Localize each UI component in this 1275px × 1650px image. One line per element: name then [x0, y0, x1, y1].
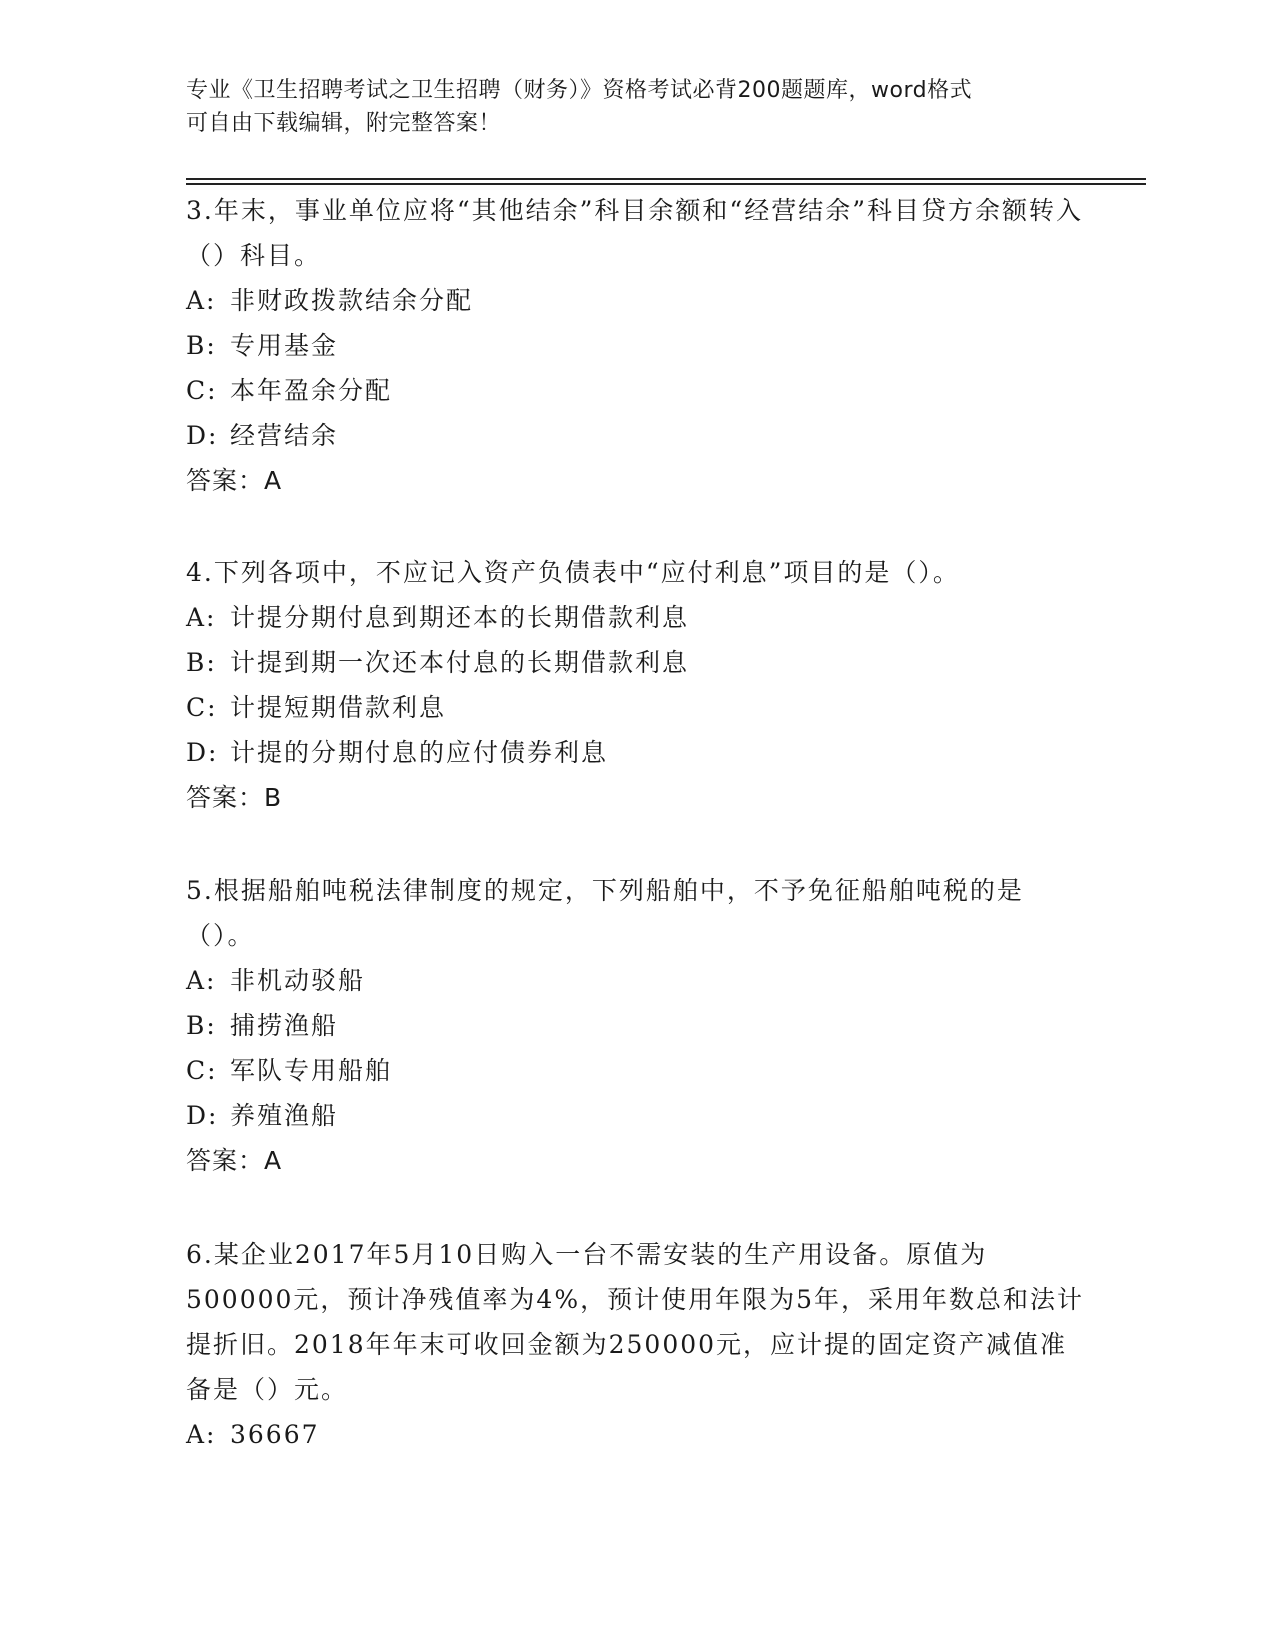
option-text: 36667: [230, 1420, 320, 1449]
option-a: [186, 595, 1086, 640]
option-c: [186, 368, 1086, 413]
header-line-1: 专业《卫生招聘考试之卫生招聘（财务）》资格考试必背200题题库，word格式: [186, 78, 973, 103]
question-text: 5.根据船舶吨税法律制度的规定，下列船舶中，不予免征船舶吨税的是（）。: [186, 876, 1024, 950]
option-text: 养殖渔船: [230, 1101, 339, 1130]
option-a: [186, 278, 1086, 323]
option-key: C:: [186, 693, 218, 722]
option-key: D:: [186, 421, 219, 450]
option-d: [186, 730, 1086, 775]
option-b: [186, 640, 1086, 685]
option-key: A:: [186, 286, 217, 315]
option-key: C:: [186, 376, 218, 405]
option-key: C:: [186, 1056, 218, 1085]
document-header: [186, 74, 1066, 140]
option-d: [186, 413, 1086, 458]
option-b: [186, 323, 1086, 368]
answer-line: 答案：B: [186, 783, 283, 812]
option-key: D:: [186, 1101, 219, 1130]
option-key: B:: [186, 331, 217, 360]
option-key: D:: [186, 738, 219, 767]
option-text: 计提分期付息到期还本的长期借款利息: [230, 603, 690, 632]
header-divider-top: [186, 178, 1146, 180]
option-a: [186, 1412, 1086, 1457]
option-text: 非财政拨款结余分配: [230, 286, 474, 315]
option-a: [186, 958, 1086, 1003]
option-text: 专用基金: [230, 331, 339, 360]
question-text: 6.某企业2017年5月10日购入一台不需安装的生产用设备。原值为500000元，预计净残值率为4%，预计使用年限为5年，采用年数总和法计提折旧。2018年年末可收回金额为250000元，应计提的固定资产减值准备是（）元。: [186, 1240, 1085, 1404]
question-6: [186, 1232, 1086, 1457]
question-5: [186, 868, 1086, 1183]
question-4: [186, 550, 1086, 820]
header-line-2: 可自由下载编辑，附完整答案！: [186, 111, 502, 136]
option-text: 非机动驳船: [230, 966, 366, 995]
option-text: 计提到期一次还本付息的长期借款利息: [230, 648, 690, 677]
question-text: 4.下列各项中，不应记入资产负债表中“应付利息”项目的是（）。: [186, 558, 960, 587]
option-b: [186, 1003, 1086, 1048]
answer-line: 答案：A: [186, 466, 283, 495]
option-c: [186, 1048, 1086, 1093]
option-text: 军队专用船舶: [230, 1056, 393, 1085]
option-text: 计提的分期付息的应付债券利息: [230, 738, 609, 767]
option-text: 本年盈余分配: [230, 376, 393, 405]
option-key: A:: [186, 603, 217, 632]
option-key: A:: [186, 1420, 217, 1449]
option-d: [186, 1093, 1086, 1138]
option-key: B:: [186, 648, 217, 677]
option-text: 经营结余: [230, 421, 339, 450]
question-3: [186, 188, 1086, 503]
option-text: 捕捞渔船: [230, 1011, 339, 1040]
option-key: A:: [186, 966, 217, 995]
header-divider-bottom: [186, 183, 1146, 185]
answer-line: 答案：A: [186, 1146, 283, 1175]
option-c: [186, 685, 1086, 730]
option-key: B:: [186, 1011, 217, 1040]
question-text: 3.年末，事业单位应将“其他结余”科目余额和“经营结余”科目贷方余额转入（）科目。: [186, 196, 1083, 270]
option-text: 计提短期借款利息: [230, 693, 447, 722]
